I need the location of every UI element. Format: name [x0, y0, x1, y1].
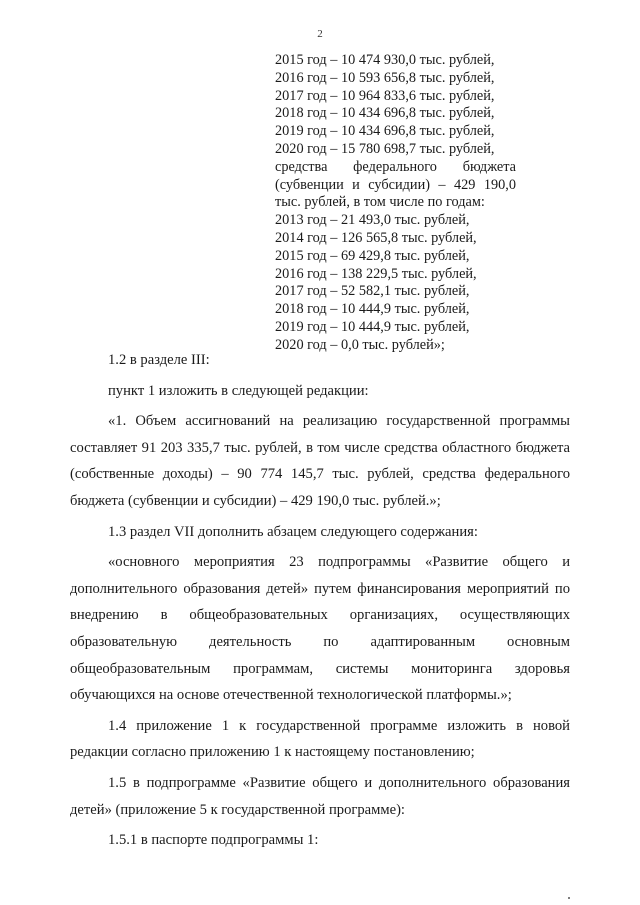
funding-line: 2016 год – 138 229,5 тыс. рублей,: [275, 265, 477, 282]
paragraph-allocation: «1. Объем ассигнований на реализацию государственной программы составляет 91 203 335,7 тыс. рублей, в том числе средства областного бюджета (собственные доходы) – 90 774 145,7 тыс. рублей, средства федерального бюджета (субвенции и субсидии) – 429 190,0 тыс. рублей.»;: [70, 413, 570, 509]
federal-budget-line: средства федерального бюджета (субвенции и субсидии) – 429 190,0 тыс. рублей, в том числе по годам:: [275, 158, 516, 211]
paragraph-1-5-1: 1.5.1 в паспорте подпрограммы 1:: [108, 832, 319, 849]
funding-line: 2020 год – 0,0 тыс. рублей»;: [275, 336, 445, 353]
funding-line: 2018 год – 10 444,9 тыс. рублей,: [275, 301, 470, 318]
paragraph-1-4: 1.4 приложение 1 к государственной программе изложить в новой редакции согласно приложению 1 к настоящему постановлению;: [70, 717, 570, 761]
funding-line: 2020 год – 15 780 698,7 тыс. рублей,: [275, 140, 495, 157]
scan-mark: [568, 897, 570, 899]
paragraph-1-5: 1.5 в подпрограмме «Развитие общего и дополнительного образования детей» (приложение 5 к государственной программе):: [70, 774, 570, 818]
funding-line: 2017 год – 10 964 833,6 тыс. рублей,: [275, 87, 495, 104]
paragraph-1-2: 1.2 в разделе III:: [108, 352, 210, 368]
funding-line: 2019 год – 10 434 696,8 тыс. рублей,: [275, 123, 495, 140]
funding-line: 2013 год – 21 493,0 тыс. рублей,: [275, 212, 470, 229]
funding-line: 2016 год – 10 593 656,8 тыс. рублей,: [275, 69, 495, 86]
funding-line: 2018 год – 10 434 696,8 тыс. рублей,: [275, 105, 495, 122]
funding-line: 2017 год – 52 582,1 тыс. рублей,: [275, 283, 470, 300]
funding-line: 2019 год – 10 444,9 тыс. рублей,: [275, 318, 470, 335]
paragraph-point-1: пункт 1 изложить в следующей редакции:: [108, 382, 369, 399]
page-number: 2: [317, 28, 323, 40]
funding-list: [275, 52, 516, 355]
funding-line: 2014 год – 126 565,8 тыс. рублей,: [275, 229, 477, 246]
document-body: [70, 347, 570, 854]
funding-line: 2015 год – 10 474 930,0 тыс. рублей,: [275, 52, 495, 68]
paragraph-measure-23: «основного мероприятия 23 подпрограммы «Развитие общего и дополнительного образования детей» путем финансирования мероприятий по внедрению в общеобразовательных организациях, осуществляющих образовательную деятельность по адаптированным основным общеобразовательным программам, системы мониторинга здоровья обучающихся на основе отечественной технологической платформы.»;: [70, 554, 570, 704]
funding-line: 2015 год – 69 429,8 тыс. рублей,: [275, 247, 470, 264]
paragraph-1-3: 1.3 раздел VII дополнить абзацем следующего содержания:: [108, 523, 478, 540]
